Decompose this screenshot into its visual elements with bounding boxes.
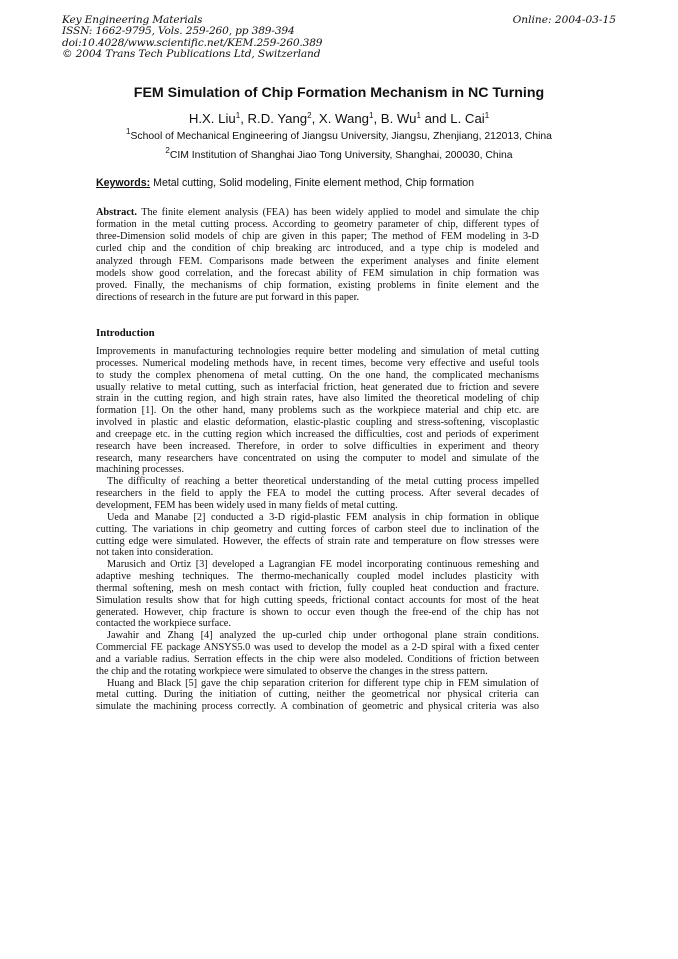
- paper-title: FEM Simulation of Chip Formation Mechanism in NC Turning: [133, 85, 545, 101]
- affiliation-1: $^1$School of Mechanical Engineering of Jiangsu University, Jiangsu, Zhenjiang, 212013, China: [126, 127, 552, 142]
- keywords-label: Keywords:: [96, 177, 151, 189]
- paragraph-line: adaptive meshing techniques. The thermo-mechanically coupled model includes plasticity with: [96, 571, 539, 583]
- keywords: [96, 177, 596, 190]
- abstract-line: models show good correlation, and the forecast ability of FEM simulation in chip formation was: [96, 267, 539, 279]
- paragraph-line: and a variable radius. Serration effects in the chip were also modeled. Conditions of friction between: [96, 653, 539, 665]
- paragraph-line: not taken into consideration.: [96, 547, 214, 559]
- paragraph-line: strain in the cutting region, and high strain rates, have also limited the theoretical modeling of chip: [96, 393, 539, 405]
- author: L. Cai$^1$: [450, 111, 490, 126]
- paragraph-line: contacted the workpiece surface.: [96, 618, 231, 630]
- paragraph-line: thermal softening, mesh on mesh contact with friction, fully coupled heat conduction and fracture.: [96, 582, 539, 594]
- abstract-line: analyzed through FEM. Comparisons made between the experiment analyses and finite element: [96, 255, 539, 267]
- abstract-line: directions of research in the future are put forward in this paper.: [96, 292, 360, 304]
- copyright-line: © 2004 Trans Tech Publications Ltd, Switzerland: [62, 48, 321, 61]
- paragraph-line: Jawahir and Zhang [4] analyzed the up-curled chip under orthogonal plane strain conditions.: [107, 630, 539, 642]
- paragraph-line: Commercial FE package ANSYS5.0 was used to develop the model as a 2-D spiral with a fixed center: [96, 642, 539, 654]
- journal-header: [62, 15, 482, 61]
- abstract: [96, 207, 539, 304]
- paragraph-line: researchers in the field to apply the FEA to model the cutting process. After several decades of: [96, 488, 539, 500]
- author: H.X. Liu$^1$,: [188, 111, 248, 126]
- abstract-line: proved. Finally, the mechanisms of chip formation, existing problems in finite element and the: [96, 279, 539, 291]
- paragraph-line: and creepage etc. in the cutting region which increased the difficulties, cost and periods of experiment: [96, 428, 539, 440]
- author: B. Wu$^1$ and: [380, 111, 451, 126]
- paragraph-line: simulate the machining process correctly. A combination of geometric and physical criteria was also: [96, 701, 539, 713]
- abstract-label: Abstract.: [96, 207, 137, 218]
- paragraph-line: involved in plastic and elastic deformation, elastic-plastic coupling and stress-softening, viscoplastic: [96, 417, 539, 429]
- abstract-line: three-Dimension solid models of chip are given in this paper; The method of FEM modeling in 3-D: [96, 231, 539, 243]
- doi-line: doi:10.4028/www.scientific.net/KEM.259-260.389: [62, 36, 323, 49]
- paragraph-line: usually relative to metal cutting, such as interfacial friction, heat generated due to friction and severe: [96, 381, 539, 393]
- paragraph-line: research, many researchers have concentrated on using the computer to model and simulate of the: [96, 452, 539, 464]
- affiliation-2: $^2$CIM Institution of Shanghai Jiao Tong University, Shanghai, 200030, China: [165, 146, 513, 161]
- section-heading-introduction: Introduction: [96, 327, 155, 339]
- paragraph-line: Simulation results show that for high cutting speeds, frictional contact accounts for most of the heat: [96, 594, 539, 606]
- paragraph-line: cutting edge were simulated. However, the effects of strain rate and temperature on flow stresses were: [96, 535, 539, 547]
- paragraph-line: metal cutting. During the initiation of cutting, neither the geometrical nor physical criteria can: [96, 689, 539, 701]
- abstract-line: Abstract. The finite element analysis (FEA) has been widely applied to model and simulate the chip: [96, 207, 539, 218]
- paragraph-line: processes. Numerical modeling methods have, in recent times, become very effective and useful tools: [96, 357, 539, 369]
- paragraph-line: Marusich and Ortiz [3] developed a Lagrangian FE model incorporating continuous remeshing and: [107, 559, 539, 571]
- paragraph-line: generated. However, chip fracture is shown to occur even though the free-end of the chip has not: [96, 606, 539, 618]
- paragraph-line: development, FEM has been widely used in many fields of metal cutting.: [96, 499, 398, 511]
- online-date: Online: 2004-03-15: [512, 14, 616, 26]
- author: X. Wang$^1$,: [318, 111, 381, 126]
- abstract-line: formation in the metal cutting process. According to geometry parameter of chip, different types of: [96, 219, 539, 231]
- paragraph-line: formation [1]. On the other hand, many problems such as the workpiece material and chip etc. are: [96, 405, 539, 417]
- paragraph-line: the chip and the rotating workpiece were simulated to observe the changes in the stress pattern.: [96, 665, 488, 677]
- paragraph-line: cutting. The variations in chip geometry and cutting forces of carbon steel due to inclination of the: [96, 523, 539, 535]
- paragraph-line: machining processes.: [96, 464, 185, 476]
- paragraph-line: Ueda and Manabe [2] conducted a 3-D rigid-plastic FEM analysis in chip formation in oblique: [107, 511, 539, 523]
- paragraph-line: research have been increased. Therefore, in order to solve difficulties in experiment and theory: [96, 440, 539, 452]
- journal-name: Key Engineering Materials: [62, 14, 203, 26]
- author-list: [0, 111, 678, 127]
- keywords-text: Metal cutting, Solid modeling, Finite element method, Chip formation: [153, 177, 475, 189]
- paragraph-line: Huang and Black [5] gave the chip separation criterion for different type chip in FEM simulation of: [107, 677, 539, 689]
- paragraph-line: to study the complex phenomena of metal cutting. On the one hand, the complicated mechanisms: [96, 369, 539, 381]
- issn-line: ISSN: 1662-9795, Vols. 259-260, pp 389-394: [62, 25, 295, 38]
- introduction-body: [96, 346, 539, 713]
- paragraph-line: The difficulty of reaching a better theoretical understanding of the metal cutting process impelled: [107, 476, 539, 488]
- author: R.D. Yang$^2$,: [247, 111, 319, 126]
- paragraph-line: Improvements in manufacturing technologies require better modeling and simulation of metal cutting: [96, 346, 539, 357]
- abstract-line: curled chip and the condition of chip breaking arc introduced, and a type chip is modeled and: [96, 243, 539, 255]
